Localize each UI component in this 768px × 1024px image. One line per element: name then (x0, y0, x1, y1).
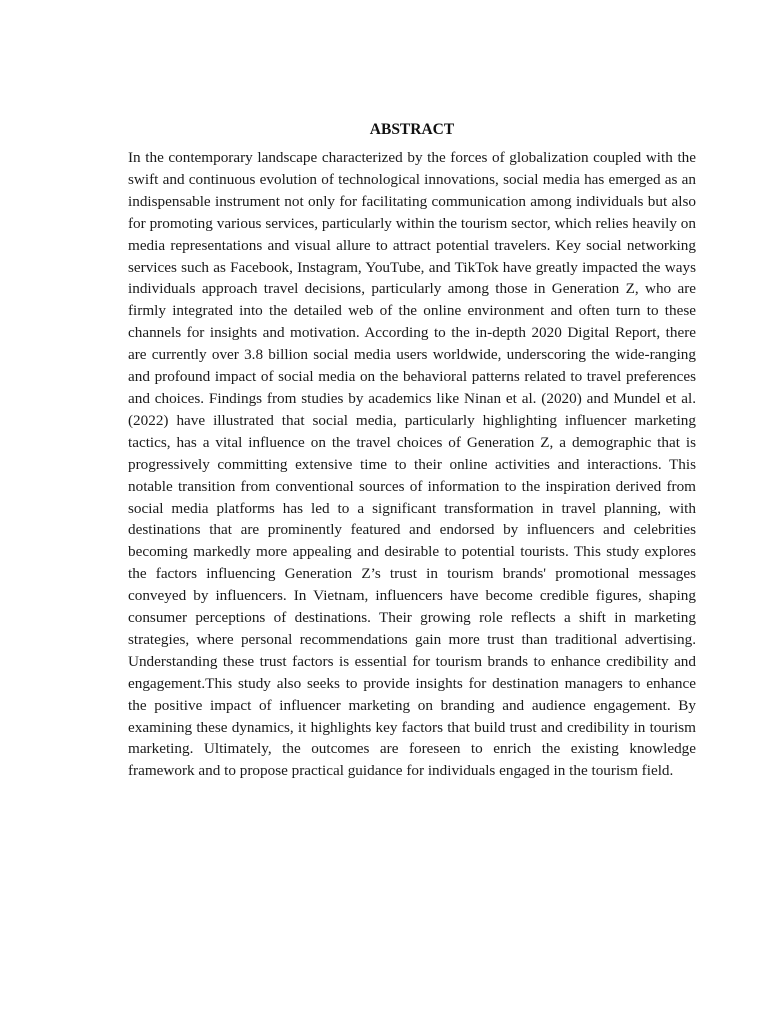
abstract-heading: ABSTRACT (369, 121, 455, 138)
abstract-paragraph: In the contemporary landscape characterized by the forces of globalization coupled with the swift and continuous evolution of technological innovations, social media has emerged as an indispensable instrument not only for facilitating communication among individuals but also for promoting various services, particularly within the tourism sector, which relies heavily on media representations and visual allure to attract potential travelers. Key social networking services such as Facebook, Instagram, YouTube, and TikTok have greatly impacted the ways individuals approach travel decisions, particularly among those in Generation Z, who are firmly integrated into the detailed web of the online environment and often turn to these channels for insights and motivation. According to the in-depth 2020 Digital Report, there are currently over 3.8 billion social media users worldwide, underscoring the wide-ranging and profound impact of social media on the behavioral patterns related to travel preferences and choices. Findings from studies by academics like Ninan et al. (2020) and Mundel et al. (2022) have illustrated that social media, particularly highlighting influencer marketing tactics, has a vital influence on the travel choices of Generation Z, a demographic that is progressively committing extensive time to their online activities and interactions. This notable transition from conventional sources of information to the inspiration derived from social media platforms has led to a significant transformation in travel planning, with destinations that are prominently featured and endorsed by influencers and celebrities becoming markedly more appealing and desirable to potential tourists. This study explores the factors influencing Generation Z’s trust in tourism brands' promotional messages conveyed by influencers. In Vietnam, influencers have become credible figures, shaping consumer perceptions of destinations. Their growing role reflects a shift in marketing strategies, where personal recommendations gain more trust than traditional advertising. Understanding these trust factors is essential for tourism brands to enhance credibility and engagement.This study also seeks to provide insights for destination managers to enhance the positive impact of influencer marketing on branding and audience engagement. By examining these dynamics, it highlights key factors that build trust and credibility in tourism marketing. Ultimately, the outcomes are foreseen to enrich the existing knowledge framework and to propose practical guidance for individuals engaged in the tourism field. (128, 149, 696, 780)
